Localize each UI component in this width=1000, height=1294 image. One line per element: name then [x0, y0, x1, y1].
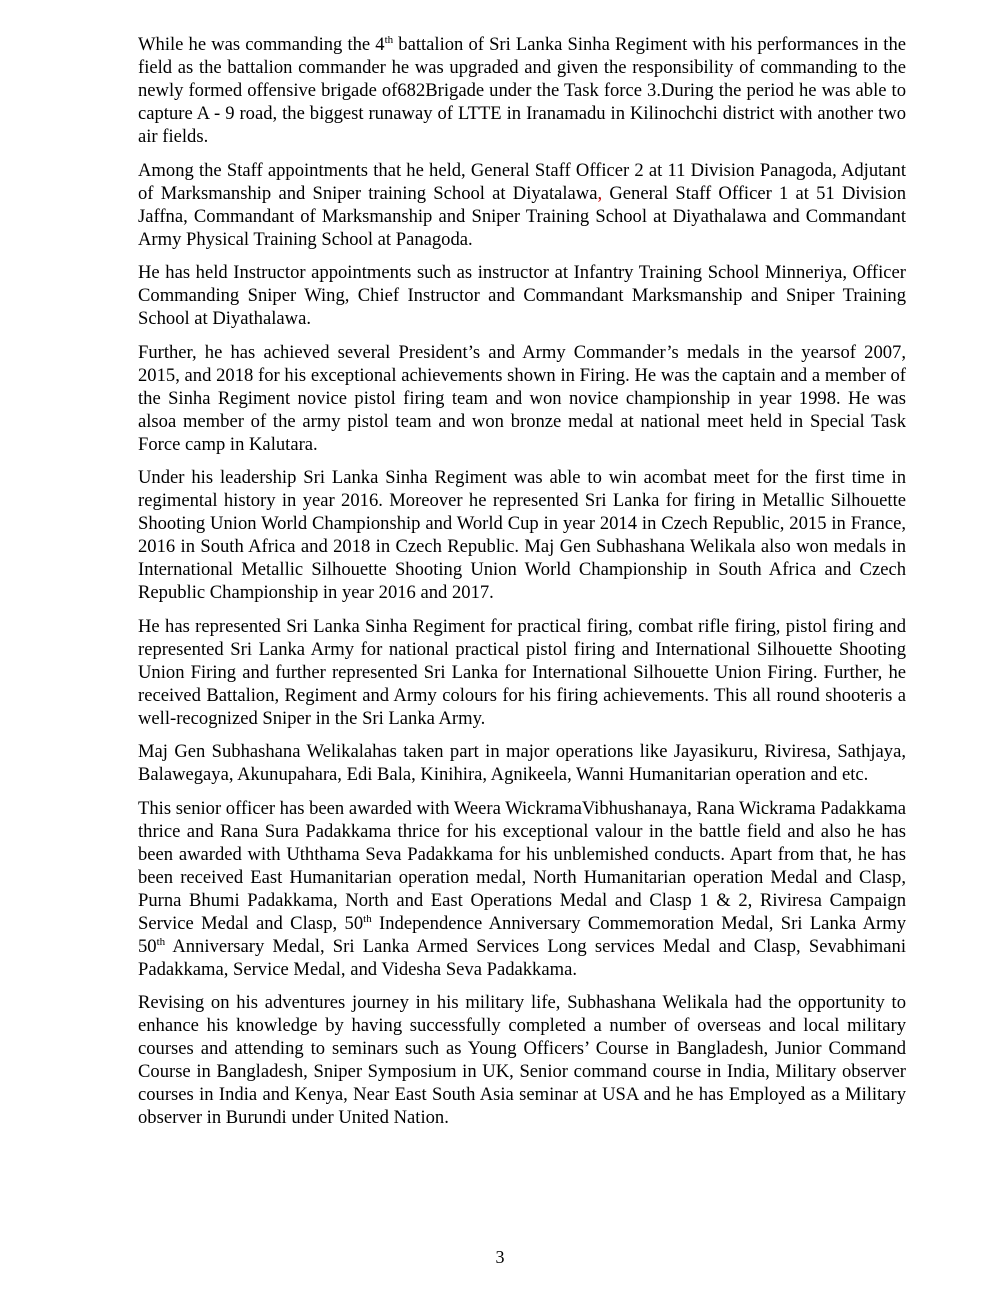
paragraph-courses-seminars: Revising on his adventures journey in his military life, Subhashana Welikala had the opportunity to enhance his knowledge by having successfully completed a number of overseas and local military courses and attending to seminars such as Young Officers’ Course in Bangladesh, Junior Command Course in Bangladesh, Sniper Symposium in UK, Senior command course in India, Military observer courses in India and Kenya, Near East South Asia seminar at USA and he has Employed as a Military observer in Burundi under United Nation. [138, 992, 906, 1128]
text-run: General Staff Officer 1 at 51 Division Jaffna, Commandant of Marksmanship and Sniper Training School at Diyathalawa and Commandant Army Physical Training School at Panagoda. [138, 182, 906, 250]
paragraph-staff-appointments [138, 159, 906, 251]
paragraph-awards [138, 797, 906, 981]
text-run: This senior officer has been awarded with Weera WickramaVibhushanaya, Rana Wickrama Padakkama thrice and Rana Sura Padakkama thrice for his exceptional valour in the battle field and also he has been awarded with Uththama Seva Padakkama for his unblemished conducts. Apart from that, he has been received East Humanitarian operation medal, North Humanitarian operation Medal and Clasp, Purna Bhumi Padakkama, North and East Operations Medal and Clasp 1 & 2, Riviresa Campaign Service Medal and Clasp, 50 [138, 797, 906, 934]
ordinal-suffix: th [363, 912, 372, 925]
paragraph-battalion-command [138, 33, 906, 148]
paragraph-instructor-appointments: He has held Instructor appointments such as instructor at Infantry Training School Minneriya, Officer Commanding Sniper Wing, Chief Instructor and Commandant Marksmanship and Sniper Training School at Diyathalawa. [138, 262, 906, 329]
text-run: Independence Anniversary Commemoration Medal, Sri Lanka Army 50 [138, 912, 906, 957]
text-run: battalion of Sri Lanka Sinha Regiment with his performances in the field as the battalion commander he was upgraded and given the responsibility of commanding to the newly formed offensive brigade of682Brigade under the Task force 3.During the period he was able to capture A - 9 road, the biggest runaway of LTTE in Iranamadu in Kilinochchi district with another two air fields. [138, 34, 906, 147]
document-body [138, 33, 906, 1140]
paragraph-leadership-championships: Under his leadership Sri Lanka Sinha Regiment was able to win acombat meet for the first time in regimental history in year 2016. Moreover he represented Sri Lanka for firing in Metallic Silhouette Shooting Union World Championship and World Cup in year 2014 in Czech Republic, 2015 in France, 2016 in South Africa and 2018 in Czech Republic. Maj Gen Subhashana Welikala also won medals in International Metallic Silhouette Shooting Union World Championship in South Africa and Czech Republic Championship in year 2016 and 2017. [138, 467, 906, 603]
text-run: Among the Staff appointments that he held, General Staff Officer 2 at 11 Division Panagoda, Adjutant of Marksmanship and Sniper training School at Diyatalawa [138, 159, 906, 204]
text-run: Anniversary Medal, Sri Lanka Armed Services Long services Medal and Clasp, Sevabhimani Padakkama, Service Medal, and Videsha Seva Padakkama. [138, 935, 906, 980]
paragraph-major-operations: Maj Gen Subhashana Welikalahas taken part in major operations like Jayasikuru, Riviresa, Sathjaya, Balawegaya, Akunupahara, Edi Bala, Kinihira, Agnikeela, Wanni Humanitarian operation and etc. [138, 741, 906, 785]
highlighted-comma: , [597, 182, 603, 204]
page-number: 3 [495, 1247, 505, 1267]
ordinal-suffix: th [384, 34, 394, 46]
ordinal-suffix: th [156, 935, 166, 948]
paragraph-medals-firing: Further, he has achieved several President’s and Army Commander’s medals in the yearsof 2007, 2015, and 2018 for his exceptional achievements shown in Firing. He was the captain and a member of the Sinha Regiment novice pistol firing team and won novice championship in year 1998. He was alsoa member of the army pistol team and won bronze medal at national meet held in Special Task Force camp in Kalutara. [138, 341, 906, 455]
paragraph-representation-firing: He has represented Sri Lanka Sinha Regiment for practical firing, combat rifle firing, pistol firing and represented Sri Lanka Army for national practical pistol firing and International Silhouette Shooting Union Firing and further represented Sri Lanka for International Silhouette Union Firing. Further, he received Battalion, Regiment and Army colours for his firing achievements. This all round shooteris a well-recognized Sniper in the Sri Lanka Army. [138, 615, 906, 729]
text-run: While he was commanding the 4 [138, 34, 385, 55]
